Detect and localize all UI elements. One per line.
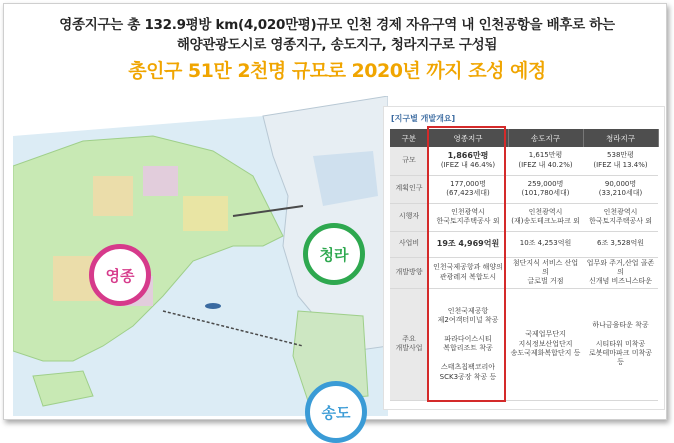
row-label: 계획인구: [390, 175, 428, 203]
cell-cheongna: 90,000명 (33,210세대): [583, 175, 658, 203]
cell-songdo: 첨단지식 서비스 산업의 글로벌 거점: [508, 257, 583, 288]
cell-songdo: 10조 4,253억원: [508, 231, 583, 257]
table-row: [390, 175, 658, 203]
row-label: 사업비: [390, 231, 428, 257]
cheongna-marker: 청라: [303, 223, 365, 285]
cell-cheongna: 인천광역시 한국토지주택공사 외: [583, 203, 658, 231]
songdo-marker: 송도: [305, 381, 367, 443]
table-title: [지구별 개발개요]: [391, 114, 456, 123]
col-header-songdo: 송도지구: [508, 129, 583, 147]
table-header-row: [390, 129, 658, 147]
row-label: 시행자: [390, 203, 428, 231]
cell-yeongjong-sub: (IFEZ 내 46.4%): [440, 161, 496, 170]
cell-songdo: 인천광역시 (재)송도테크노파크 외: [508, 203, 583, 231]
cell-yeongjong: 인천국제공항과 해양의 관광레저 복합도시: [428, 257, 508, 288]
development-table: [390, 129, 659, 401]
cell-yeongjong: 177,000명 (67,423세대): [428, 175, 508, 203]
col-header-category: 구분: [390, 129, 428, 147]
row-label: 개발방향: [390, 257, 428, 288]
cell-yeongjong-main: 1,866만평: [447, 150, 489, 160]
cell-yeongjong: 인천국제공항 제2여객터미널 착공 파라다이스시티 복합리조트 착공 스태츠칩팩코리아 SCK3공장 착공 등: [428, 288, 508, 400]
cell-yeongjong: 19조 4,969억원: [428, 231, 508, 257]
col-header-yeongjong: 영종지구: [428, 129, 508, 147]
header-line-1: 영종지구는 총 132.9평방 km(4,020만평)규모 인천 경제 자유구역 내 인천공항을 배후로 하는: [59, 17, 615, 33]
yeongjong-marker: 영종: [89, 244, 151, 306]
headline: 총인구 51만 2천명 규모로 2020년 까지 조성 예정: [128, 60, 546, 82]
cell-songdo: 국제업무단지 지식정보산업단지 송도국제화복합단지 등: [508, 288, 583, 400]
cell-cheongna: 6조 3,528억원: [583, 231, 658, 257]
cell-yeongjong: 인천광역시 한국토지주택공사 외: [428, 203, 508, 231]
table-row: [390, 231, 658, 257]
table-row: [390, 203, 658, 231]
cell-cheongna: 하나금융타운 착공 시티타워 미착공 로봇테마파크 미착공 등: [583, 288, 658, 400]
header-line-2: 해양관광도시로 영종지구, 송도지구, 청라지구로 구성됨: [176, 37, 498, 53]
cell-yeongjong: [428, 147, 508, 175]
cell-songdo: 259,000명 (101,780세대): [508, 175, 583, 203]
development-table-panel: [383, 106, 665, 410]
table-row: [390, 257, 658, 288]
col-header-cheongna: 청라지구: [583, 129, 658, 147]
row-label: 주요 개발사업: [390, 288, 428, 400]
row-label: 규모: [390, 147, 428, 175]
region-map: [13, 96, 388, 422]
cell-cheongna: 업무와 주거,산업 골존의 신개념 비즈니스타운: [583, 257, 658, 288]
cell-songdo: 1,615만평 (IFEZ 내 40.2%): [508, 147, 583, 175]
table-row: [390, 288, 658, 400]
table-row: [390, 147, 658, 175]
cell-cheongna: 538만평 (IFEZ 내 13.4%): [583, 147, 658, 175]
